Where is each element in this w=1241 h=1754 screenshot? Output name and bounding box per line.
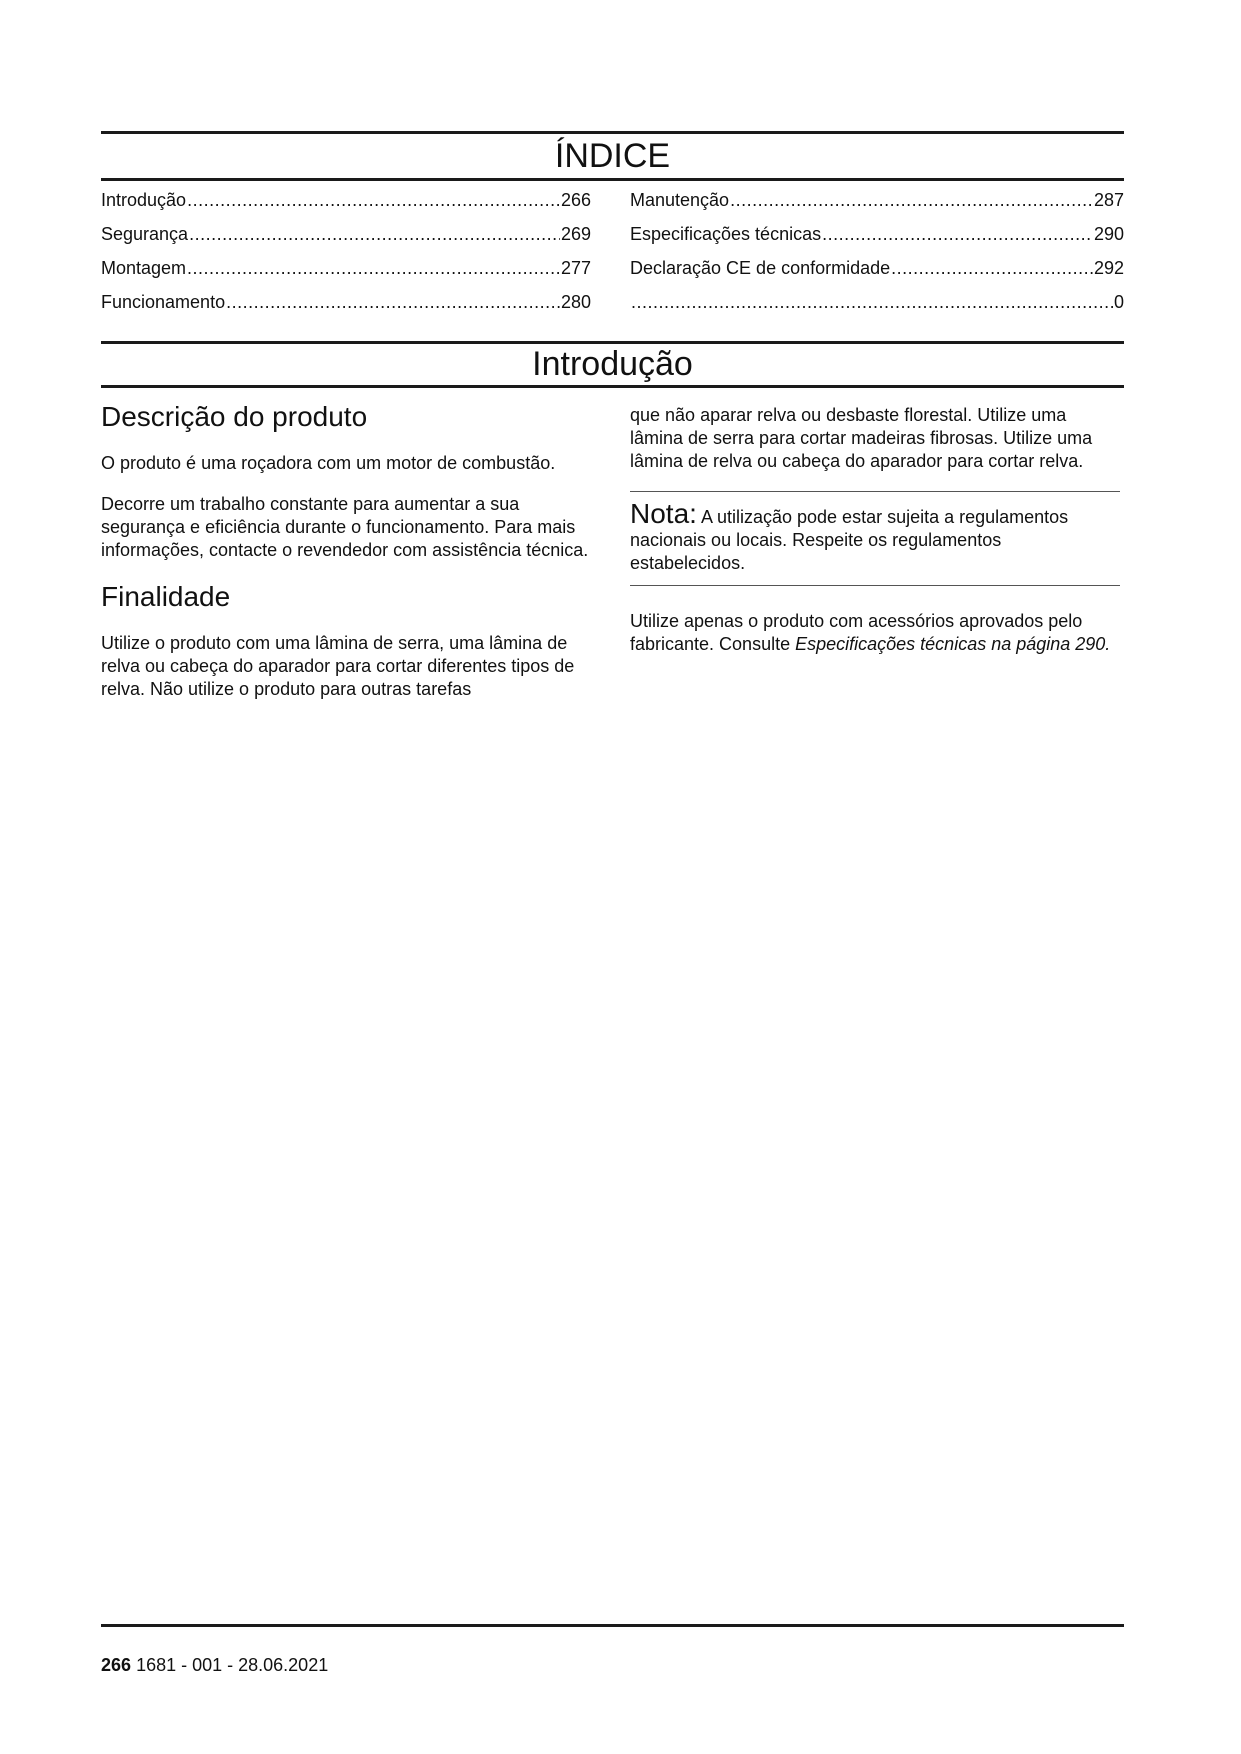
toc-entry[interactable] <box>630 258 1124 292</box>
toc-right-column <box>630 190 1124 326</box>
toc-entry-label: Manutenção <box>630 190 730 210</box>
toc-entry-page: 292 <box>1093 258 1124 278</box>
descricao-paragraph-2: Decorre um trabalho constante para aumentar a sua segurança e eficiência durante o funcionamento. Para mais informações, contacte o revendedor com assistência técnica. <box>101 494 589 560</box>
toc-entry[interactable] <box>101 258 591 292</box>
toc-entry[interactable] <box>101 292 591 326</box>
footer-doc-info: 1681 - 001 - 28.06.2021 <box>136 1655 329 1675</box>
toc-entry-page: 277 <box>560 258 591 278</box>
toc-entry-page: 266 <box>560 190 591 210</box>
finalidade-heading: Finalidade <box>101 581 231 612</box>
toc-entry-page: 0 <box>1113 292 1124 312</box>
toc-entry-page: 269 <box>560 224 591 244</box>
specs-cross-reference-link[interactable]: Especificações técnicas na página 290. <box>795 634 1111 654</box>
toc-entry[interactable] <box>101 224 591 258</box>
toc-entry-label: Especificações técnicas <box>630 224 822 244</box>
note-label: Nota: <box>630 498 697 529</box>
toc-entry-leader <box>189 224 560 245</box>
toc-entry-label: Montagem <box>101 258 187 278</box>
footer <box>101 1655 328 1676</box>
toc-entry-leader <box>891 258 1093 279</box>
toc-entry-leader <box>631 292 1113 313</box>
toc-top-rule <box>101 131 1124 134</box>
left-text-column <box>101 400 596 719</box>
toc-entry-label: Segurança <box>101 224 189 244</box>
toc-bottom-rule <box>101 178 1124 181</box>
toc-entry[interactable] <box>630 224 1124 258</box>
toc-entry-label: Introdução <box>101 190 187 210</box>
toc-entry-leader <box>187 190 560 211</box>
finalidade-paragraph-continued: que não aparar relva ou desbaste florestal. Utilize uma lâmina de serra para cortar madeiras fibrosas. Utilize uma lâmina de relva ou cabeça do aparador para cortar relva. <box>630 405 1093 471</box>
finalidade-paragraph: Utilize o produto com uma lâmina de serra, uma lâmina de relva ou cabeça do aparador para cortar diferentes tipos de relva. Não utilize o produto para outras tarefas <box>101 633 575 699</box>
toc-entry[interactable] <box>630 292 1124 326</box>
descricao-heading: Descrição do produto <box>101 401 368 432</box>
accessories-text: Utilize apenas o produto com acessórios aprovados pelo fabricante. Consulte <box>630 611 1083 654</box>
right-text-column <box>630 404 1120 674</box>
toc-title: ÍNDICE <box>554 137 671 175</box>
note-box <box>630 491 1120 586</box>
toc-entry-label: Declaração CE de conformidade <box>630 258 891 278</box>
footer-rule <box>101 1624 1124 1627</box>
toc-entry-leader <box>187 258 560 279</box>
toc-entry[interactable] <box>101 190 591 224</box>
section-bottom-rule <box>101 385 1124 388</box>
toc-left-column <box>101 190 591 326</box>
section-title: Introdução <box>532 345 693 383</box>
toc-entry-page: 280 <box>560 292 591 312</box>
toc-entry-label: Funcionamento <box>101 292 226 312</box>
toc-entry-leader <box>730 190 1093 211</box>
toc-entry-page: 290 <box>1093 224 1124 244</box>
toc-entry-page: 287 <box>1093 190 1124 210</box>
toc-entry-leader <box>226 292 560 313</box>
note-text: A utilização pode estar sujeita a regulamentos nacionais ou locais. Respeite os regulamentos estabelecidos. <box>630 507 1069 573</box>
descricao-paragraph-1: O produto é uma roçadora com um motor de combustão. <box>101 453 556 473</box>
accessories-paragraph <box>630 610 1120 656</box>
toc-entry-leader <box>822 224 1093 245</box>
footer-page-number: 266 <box>101 1655 132 1675</box>
toc-entry[interactable] <box>630 190 1124 224</box>
